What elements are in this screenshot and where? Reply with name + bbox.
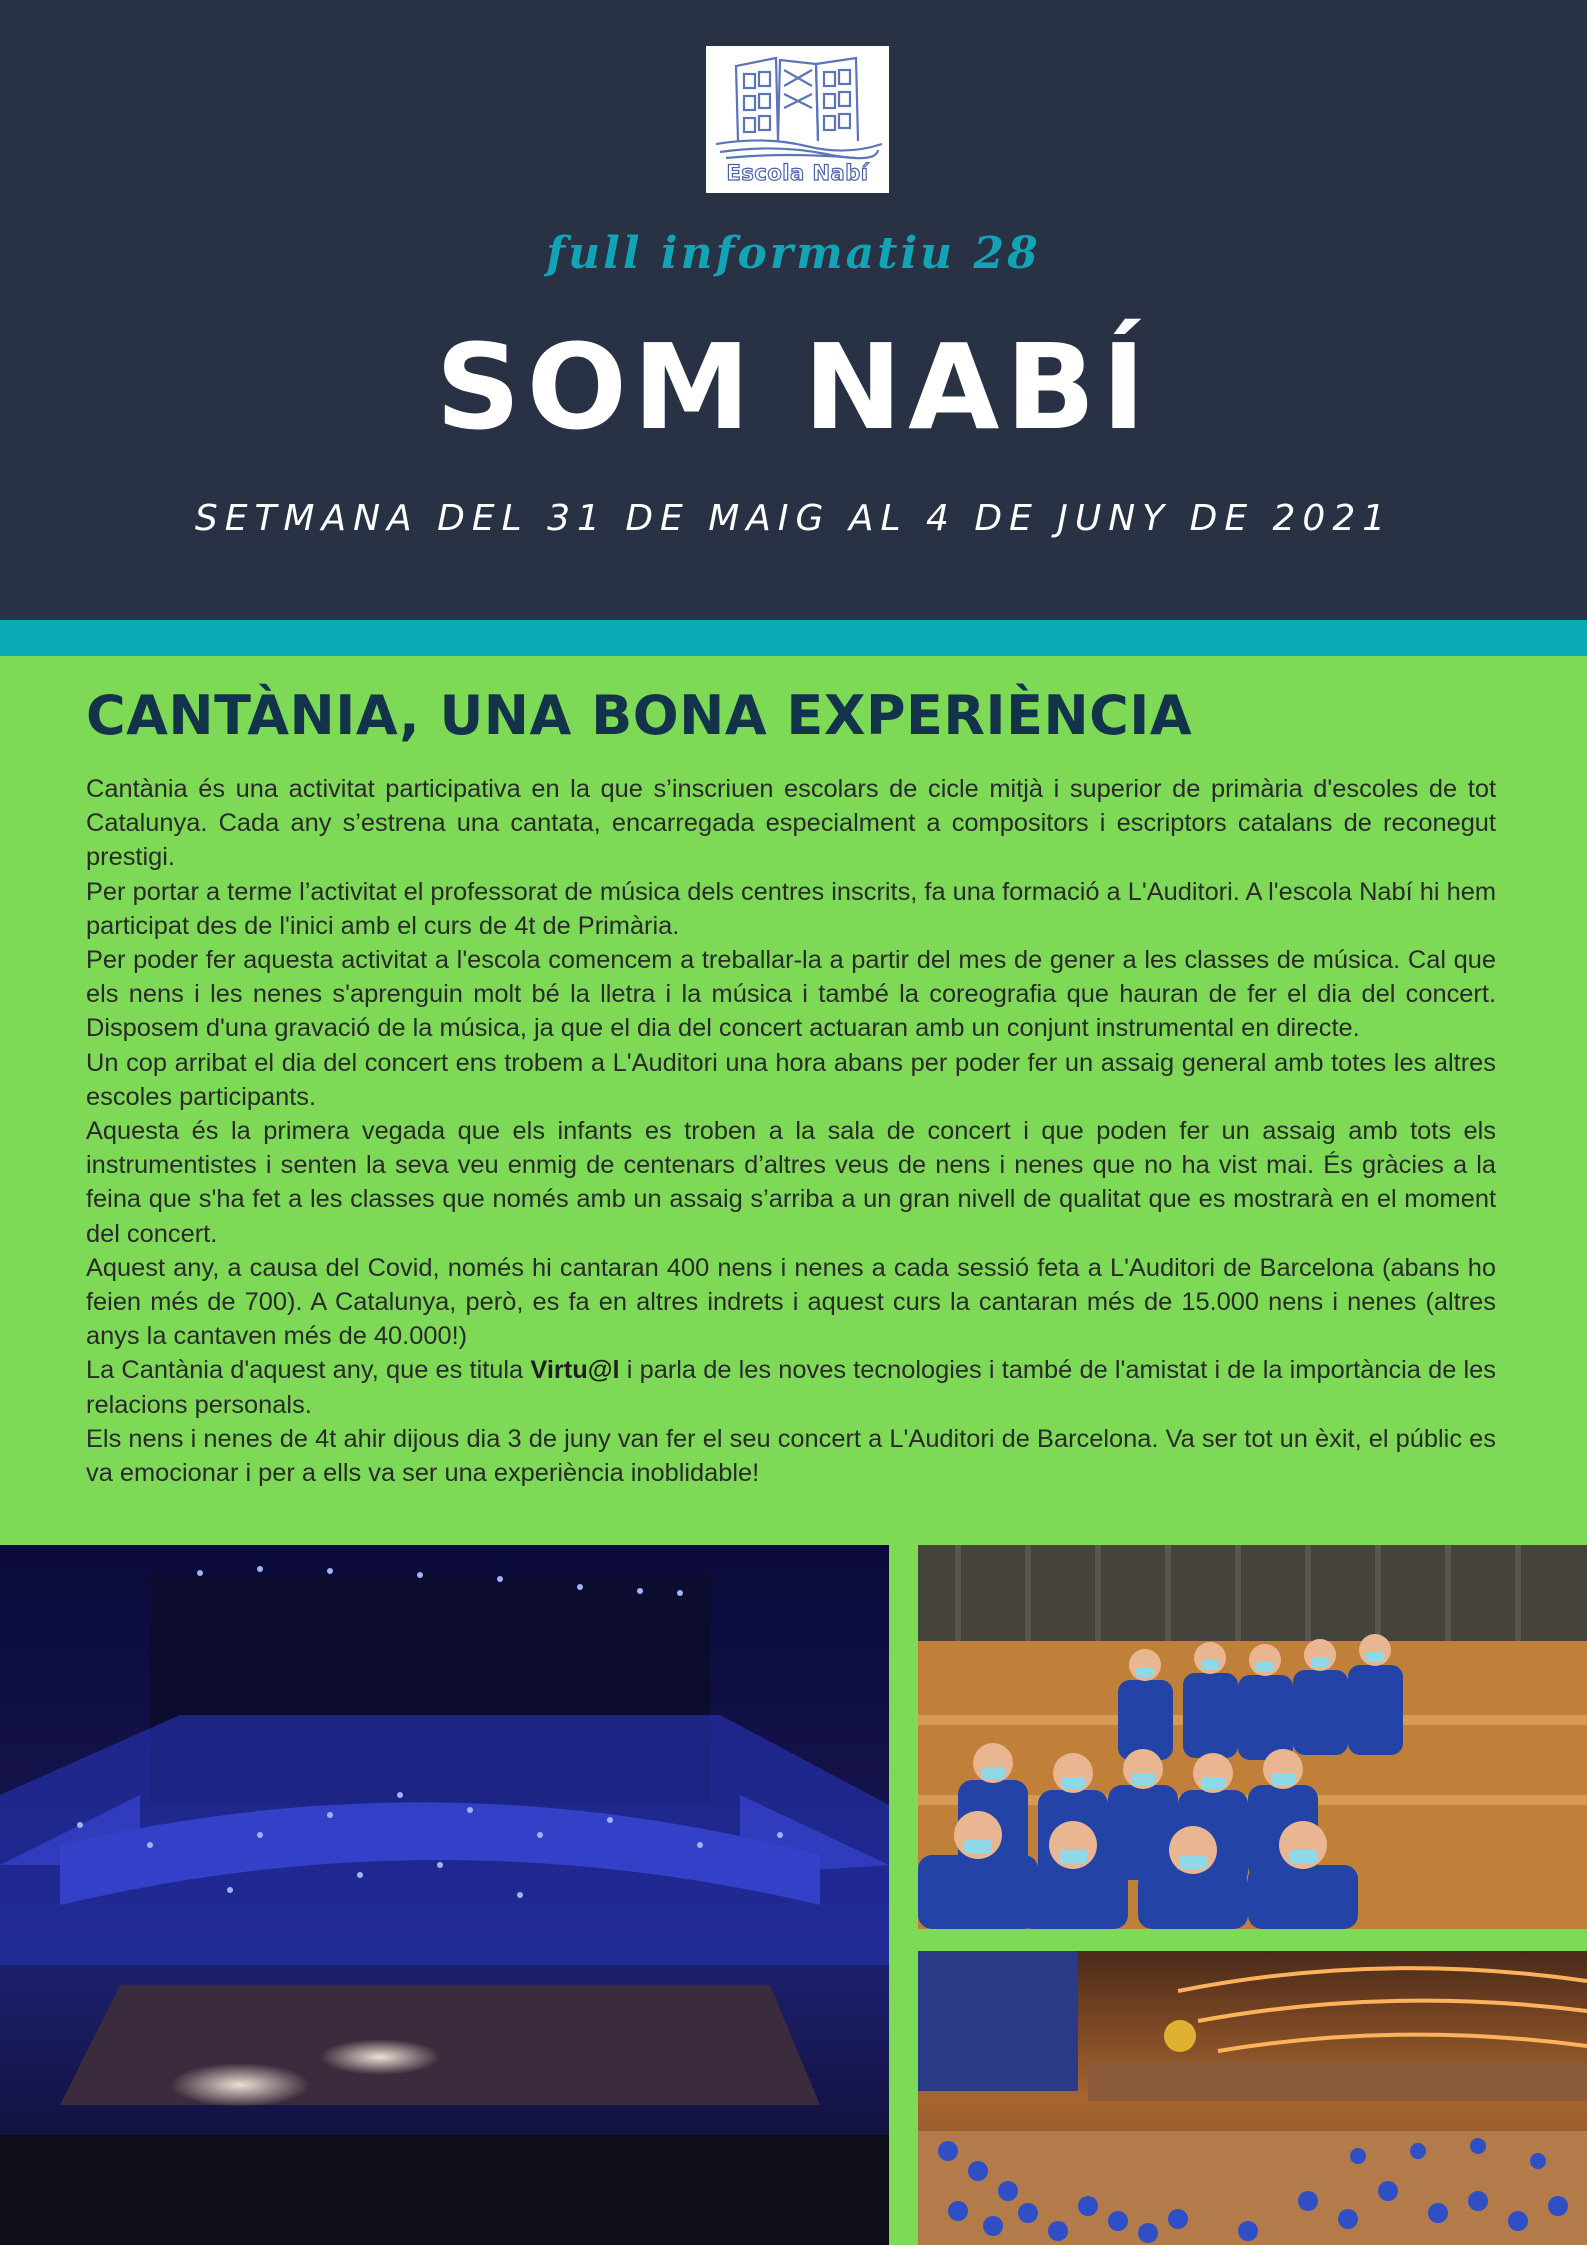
header-banner bbox=[0, 0, 1587, 620]
article-paragraph: Els nens i nenes de 4t ahir dijous dia 3 de juny van fer el seu concert a L'Auditori de Barcelona. Va ser tot un èxit, el públic es va emocionar i per a ells va ser una experiència inoblidable! bbox=[86, 1424, 1496, 1488]
auditorium-students-photo bbox=[918, 1951, 1587, 2245]
article-paragraph bbox=[86, 1353, 1496, 1421]
article-paragraph: Un cop arribat el dia del concert ens trobem a L'Auditori una hora abans per poder fer un assaig general amb totes les altres escoles participants. bbox=[86, 1048, 1496, 1111]
concert-hall-photo bbox=[0, 1545, 889, 2245]
paragraph-text: La Cantània d'aquest any, que es titula bbox=[86, 1356, 531, 1385]
newsletter-subtitle: full informatiu 28 bbox=[546, 228, 1041, 279]
students-group-photo bbox=[918, 1545, 1587, 1929]
article-paragraph: Cantània és una activitat participativa en la que s’inscriuen escolars de cicle mitjà i superior de primària d'escoles de tot Catalunya. Cada any s’estrena una cantata, encarregada especialment a compositors i escriptors catalans de reconegut prestigi. bbox=[86, 775, 1496, 872]
paragraph-text: i parla de les noves tecnologies i també de l'amistat i de la importància de les relacions personals. bbox=[86, 1356, 1496, 1419]
article-paragraph: Per poder fer aquesta activitat a l'escola comencem a treballar-la a partir del mes de gener a les classes de música. Cal que els nens i les nenes s'aprenguin molt bé la lletra i la música i també la coreografia que hauran de fer el dia del concert. Disposem d'una gravació de la música, ja que el dia del concert actuaran amb un conjunt instrumental en directe. bbox=[86, 946, 1496, 1043]
article-paragraph: Per portar a terme l’activitat el professorat de música dels centres inscrits, fa una formació a L'Auditori. A l'escola Nabí hi hem participat des de l'inici amb el curs de 4t de Primària. bbox=[86, 877, 1496, 940]
article-paragraph: Aquesta és la primera vegada que els infants es troben a la sala de concert i que poden fer un assaig amb tots els instrumentistes i senten la seva veu enmig de centenars d’altres veus de nens i nenes que no ha vist mai. És gràcies a la feina que s'ha fet a les classes que només amb un assaig s’arriba a un gran nivell de qualitat que es mostrarà en el moment del concert. bbox=[86, 1117, 1496, 1248]
article-heading: CANTÀNIA, UNA BONA EXPERIÈNCIA bbox=[86, 684, 1193, 747]
week-dates: SETMANA DEL 31 DE MAIG AL 4 DE JUNY DE 2021 bbox=[194, 498, 1393, 539]
article-body bbox=[86, 772, 1496, 1490]
article-paragraph: Aquest any, a causa del Covid, només hi cantaran 400 nens i nenes a cada sessió feta a L'Auditori de Barcelona (abans ho feien més de 700). A Catalunya, però, es fa en altres indrets i aquest curs la cantaran més de 15.000 nens i nenes (altres anys la cantaven més de 40.000!) bbox=[86, 1253, 1496, 1351]
school-logo bbox=[706, 46, 889, 193]
logo-text: Escola Nabí bbox=[726, 161, 869, 185]
page-title: SOM NABÍ bbox=[435, 318, 1152, 456]
accent-divider bbox=[0, 620, 1587, 656]
cantata-title: Virtu@l bbox=[530, 1356, 620, 1385]
